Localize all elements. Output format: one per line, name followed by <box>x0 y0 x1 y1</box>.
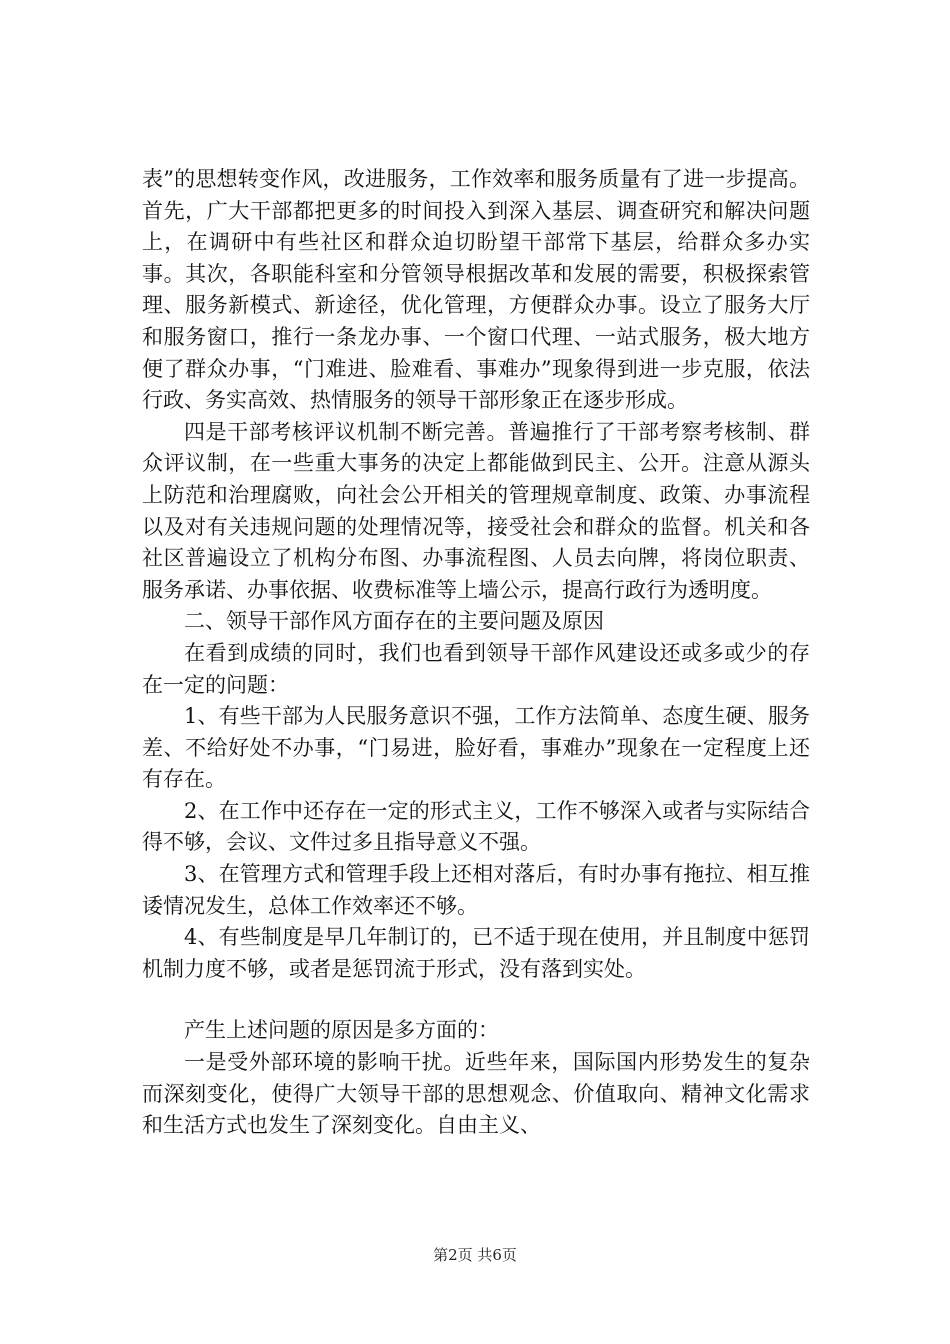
paragraph-causes-intro: 产生上述问题的原因是多方面的： <box>184 1018 499 1043</box>
section-heading-problems: 二、领导干部作风方面存在的主要问题及原因 <box>184 609 604 634</box>
problem-item-1: 1、有些干部为人民服务意识不强，工作方法简单、态度生硬、服务差、不给好处不办事，“门易进，脸好看，事难办”现象在一定程度上还有存在。 <box>142 704 810 792</box>
paragraph-service-improvement: 表”的思想转变作风，改进服务，工作效率和服务质量有了进一步提高。首先，广大干部都把更多的时间投入到深入基层、调查研究和解决问题上，在调研中有些社区和群众迫切盼望干部常下基层，给群众多办实事。其次，各职能科室和分管领导根据改革和发展的需要，积极探索管理、服务新模式、新途径，优化管理，方便群众办事。设立了服务大厅和服务窗口，推行一条龙办事、一个窗口代理、一站式服务，极大地方便了群众办事，“门难进、脸难看、事难办”现象得到进一步克服，依法行政、务实高效、热情服务的领导干部形象正在逐步形成。 <box>142 167 810 413</box>
paragraph-problems-intro: 在看到成绩的同时，我们也看到领导干部作风建设还或多或少的存在一定的问题： <box>142 640 810 697</box>
document-body <box>142 164 810 1142</box>
page-number-footer: 第2页 共6页 <box>433 1246 517 1264</box>
paragraph-cause-1: 一是受外部环境的影响干扰。近些年来，国际国内形势发生的复杂而深刻变化，使得广大领导干部的思想观念、价值取向、精神文化需求和生活方式也发生了深刻变化。自由主义、 <box>142 1050 810 1138</box>
problem-item-3: 3、在管理方式和管理手段上还相对落后，有时办事有拖拉、相互推诿情况发生，总体工作效率还不够。 <box>142 862 810 918</box>
problem-item-4: 4、有些制度是早几年制订的，已不适于现在使用，并且制度中惩罚机制力度不够，或者是惩罚流于形式，没有落到实处。 <box>142 925 810 981</box>
problem-item-2: 2、在工作中还存在一定的形式主义，工作不够深入或者与实际结合得不够，会议、文件过多且指导意义不强。 <box>142 798 810 855</box>
paragraph-cadre-evaluation: 四是干部考核评议机制不断完善。普遍推行了干部考察考核制、群众评议制，在一些重大事务的决定上都能做到民主、公开。注意从源头上防范和治理腐败，向社会公开相关的管理规章制度、政策、办事流程以及对有关违规问题的处理情况等，接受社会和群众的监督。机关和各社区普遍设立了机构分布图、办事流程图、人员去向牌，将岗位职责、服务承诺、办事依据、收费标准等上墙公示，提高行政行为透明度。 <box>142 419 810 602</box>
